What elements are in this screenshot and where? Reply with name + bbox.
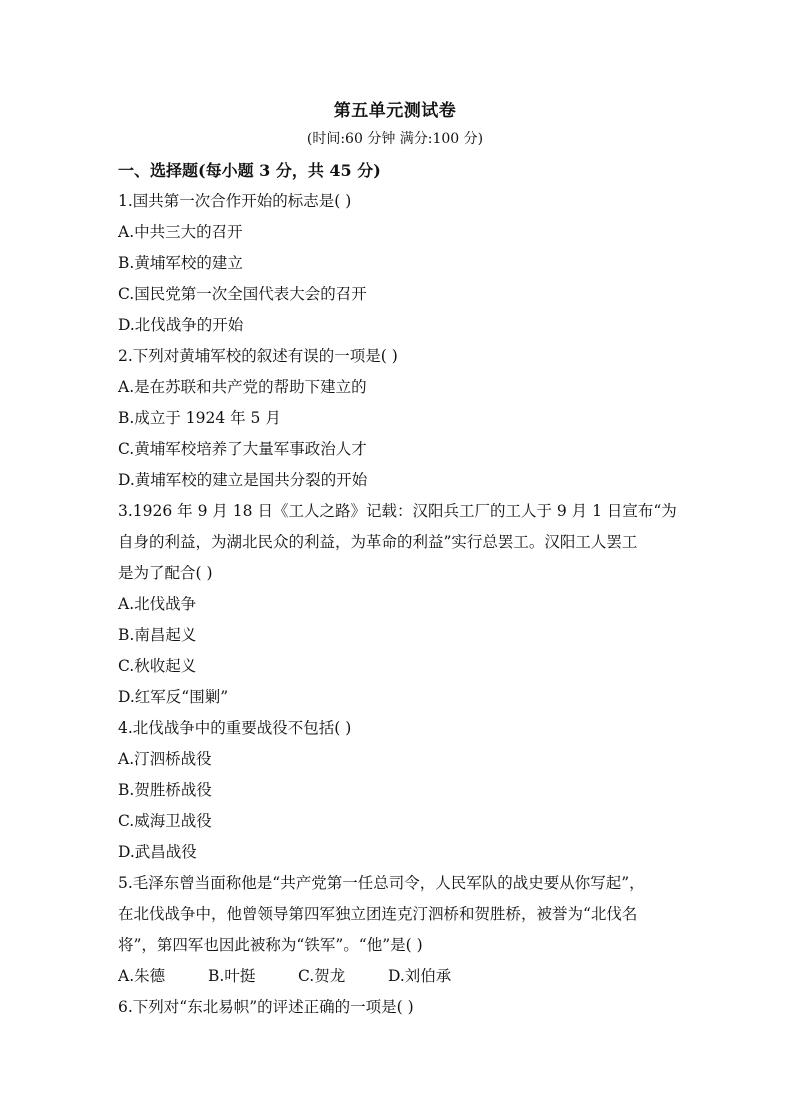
- question-5-option-a: A.朱德: [118, 967, 166, 985]
- question-2-option-d: D.黄埔军校的建立是国共分裂的开始: [118, 471, 368, 489]
- question-2-option-c: C.黄埔军校培养了大量军事政治人才: [118, 440, 367, 458]
- question-3-stem-line-3: 是为了配合( ): [118, 564, 213, 582]
- question-5-stem-line-1: 5.毛泽东曾当面称他是“共产党第一任总司令，人民军队的战史要从你写起”，: [118, 874, 645, 892]
- question-4-stem: 4.北伐战争中的重要战役不包括( ): [118, 719, 352, 737]
- exam-content: [118, 155, 678, 1023]
- question-3-option-c: C.秋收起义: [118, 657, 197, 675]
- question-5-stem-line-3: 将”，第四军也因此被称为“铁军”。“他”是( ): [118, 936, 423, 954]
- question-1-option-d: D.北伐战争的开始: [118, 316, 244, 334]
- exam-info: (时间:60 分钟 满分:100 分): [306, 131, 484, 147]
- section-heading: 一、选择题(每小题 3 分，共 45 分): [118, 161, 381, 180]
- page-title: 第五单元测试卷: [333, 101, 457, 121]
- question-3-stem-line-2: 自身的利益，为湖北民众的利益，为革命的利益”实行总罢工。汉阳工人罢工: [118, 533, 638, 551]
- question-5-option-b: B.叶挺: [208, 967, 256, 985]
- question-5-stem: [118, 868, 678, 961]
- question-1-option-a: A.中共三大的召开: [118, 223, 243, 241]
- question-1-option-c: C.国民党第一次全国代表大会的召开: [118, 285, 367, 303]
- question-5-option-d: D.刘伯承: [388, 967, 452, 985]
- question-3-stem: [118, 496, 678, 589]
- question-5-stem-line-2: 在北伐战争中，他曾领导第四军独立团连克汀泗桥和贺胜桥，被誉为“北伐名: [118, 905, 638, 923]
- question-4-option-c: C.威海卫战役: [118, 812, 212, 830]
- question-3-option-d: D.红军反“围剿”: [118, 688, 229, 706]
- question-5-options: [118, 961, 678, 992]
- question-1-stem: 1.国共第一次合作开始的标志是( ): [118, 192, 352, 210]
- question-6-stem: 6.下列对“东北易帜”的评述正确的一项是( ): [118, 998, 414, 1016]
- question-4-option-b: B.贺胜桥战役: [118, 781, 212, 799]
- question-1-option-b: B.黄埔军校的建立: [118, 254, 243, 272]
- question-3-stem-line-1: 3.1926 年 9 月 18 日《工人之路》记载：汉阳兵工厂的工人于 9 月 1 日宣布“为: [118, 502, 677, 520]
- question-2-option-b: B.成立于 1924 年 5 月: [118, 409, 281, 427]
- question-2-option-a: A.是在苏联和共产党的帮助下建立的: [118, 378, 367, 396]
- question-5-option-c: C.贺龙: [298, 967, 346, 985]
- question-3-option-b: B.南昌起义: [118, 626, 197, 644]
- question-4-option-d: D.武昌战役: [118, 843, 197, 861]
- question-4-option-a: A.汀泗桥战役: [118, 750, 212, 768]
- question-3-option-a: A.北伐战争: [118, 595, 197, 613]
- question-2-stem: 2.下列对黄埔军校的叙述有误的一项是( ): [118, 347, 398, 365]
